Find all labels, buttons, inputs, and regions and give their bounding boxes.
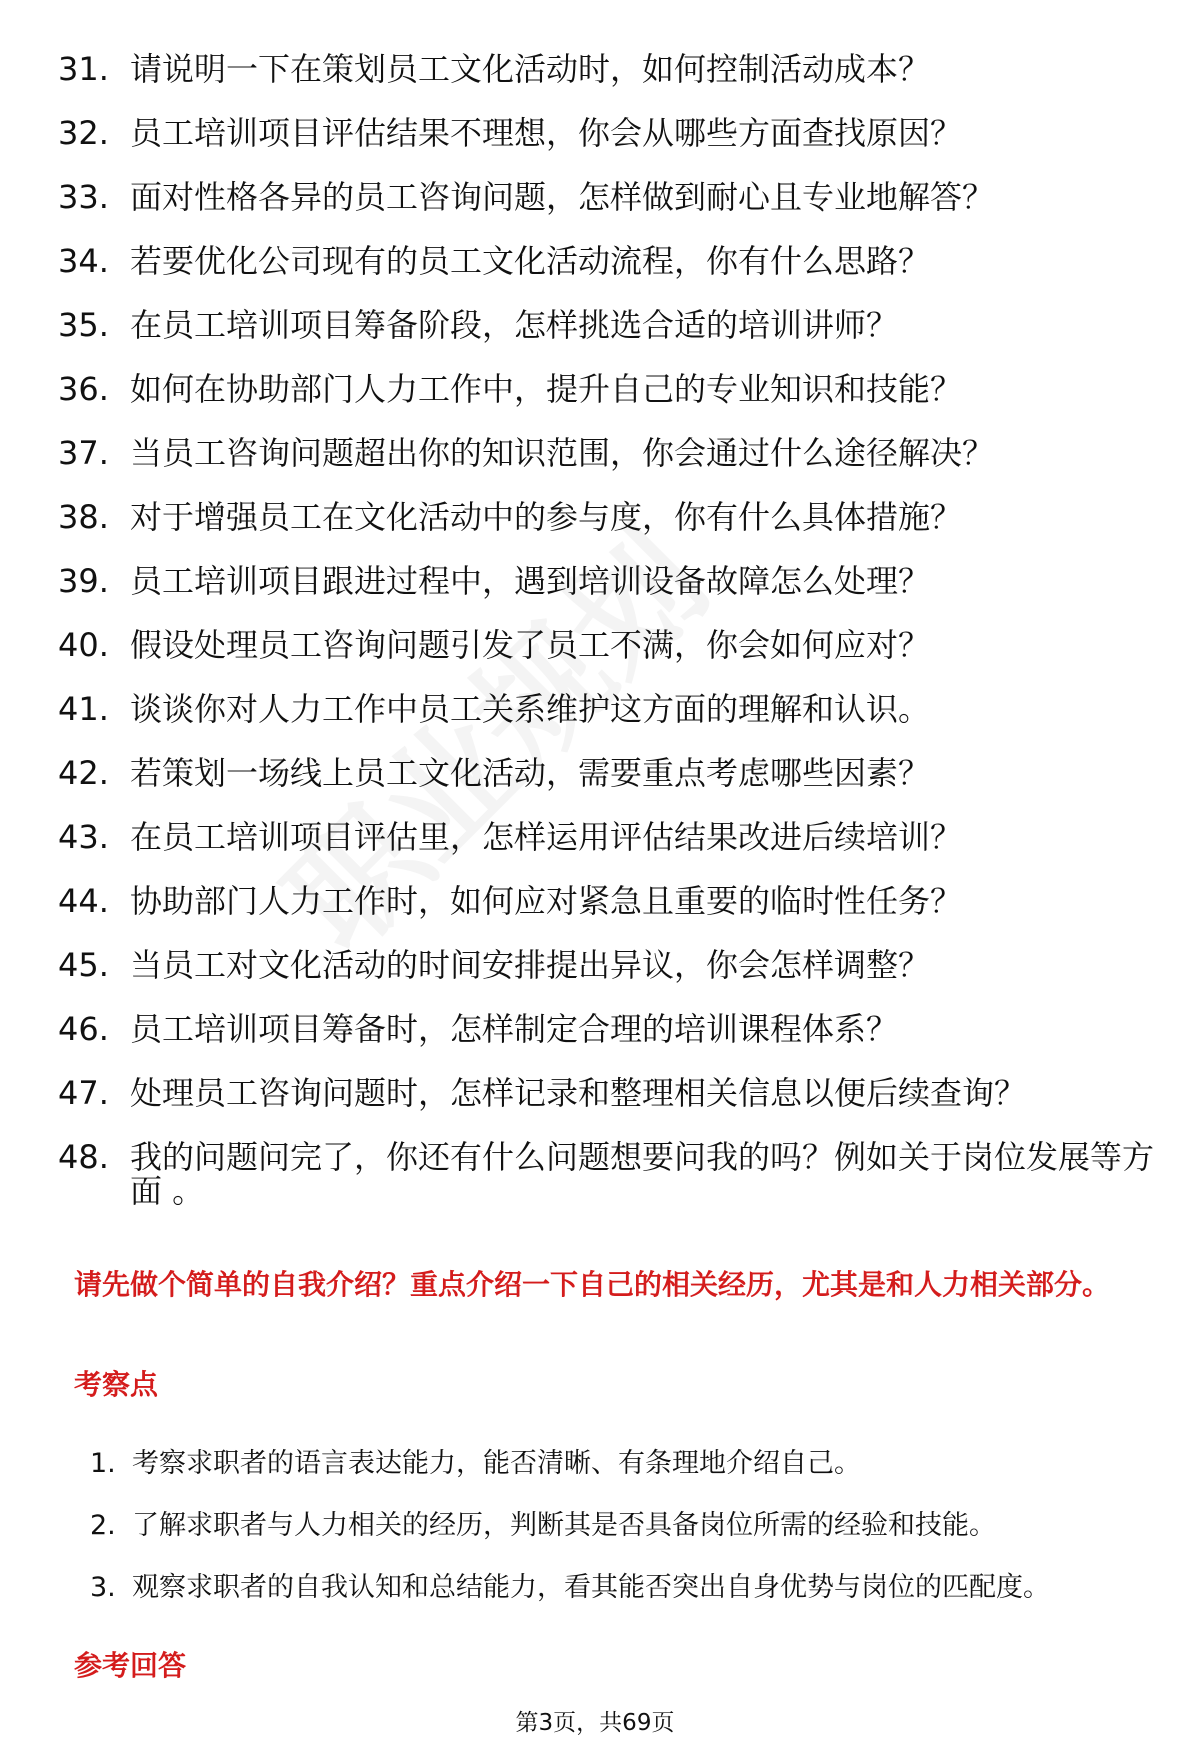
point-item: [90, 1510, 1170, 1542]
point-text: 观察求职者的自我认知和总结能力，看其能否突出自身优势与岗位的匹配度。: [132, 1572, 1050, 1603]
question-item: [58, 628, 1168, 662]
question-text: 当员工咨询问题超出你的知识范围，你会通过什么途径解决？: [130, 434, 995, 472]
question-number: 43.: [58, 818, 109, 856]
question-number: 48.: [58, 1138, 109, 1176]
question-number: 46.: [58, 1010, 109, 1048]
question-text: 假设处理员工咨询问题引发了员工不满，你会如何应对？: [130, 626, 931, 664]
question-text: 协助部门人力工作时，如何应对紧急且重要的临时性任务？: [130, 882, 963, 920]
question-number: 33.: [58, 178, 109, 216]
question-number: 37.: [58, 434, 109, 472]
question-list: [58, 52, 1168, 1208]
answer-heading: 参考回答: [74, 1649, 187, 1682]
question-item: [58, 756, 1168, 790]
question-item: [58, 948, 1168, 982]
question-item: [58, 436, 1168, 470]
question-item: [58, 1140, 1168, 1208]
point-text: 了解求职者与人力相关的经历，判断其是否具备岗位所需的经验和技能。: [132, 1510, 996, 1541]
question-item: [58, 884, 1168, 918]
question-number: 32.: [58, 114, 109, 152]
question-text: 若要优化公司现有的员工文化活动流程，你有什么思路？: [130, 242, 931, 280]
question-item: [58, 372, 1168, 406]
question-item: [58, 1076, 1168, 1110]
question-item: [58, 244, 1168, 278]
question-text: 处理员工咨询问题时，怎样记录和整理相关信息以便后续查询？: [130, 1074, 1027, 1112]
question-text: 请说明一下在策划员工文化活动时，如何控制活动成本？: [130, 50, 931, 88]
question-number: 45.: [58, 946, 109, 984]
question-number: 34.: [58, 242, 109, 280]
question-number: 47.: [58, 1074, 109, 1112]
question-number: 39.: [58, 562, 109, 600]
question-number: 38.: [58, 498, 109, 536]
point-item: [90, 1572, 1170, 1604]
question-number: 41.: [58, 690, 109, 728]
question-number: 36.: [58, 370, 109, 408]
question-text: 员工培训项目评估结果不理想，你会从哪些方面查找原因？: [130, 114, 963, 152]
question-text: 员工培训项目筹备时，怎样制定合理的培训课程体系？: [130, 1010, 899, 1048]
points-list: [90, 1448, 1170, 1634]
question-number: 35.: [58, 306, 109, 344]
question-item: [58, 564, 1168, 598]
question-text: 员工培训项目跟进过程中，遇到培训设备故障怎么处理？: [130, 562, 931, 600]
question-item: [58, 180, 1168, 214]
question-number: 40.: [58, 626, 109, 664]
question-number: 44.: [58, 882, 109, 920]
question-number: 42.: [58, 754, 109, 792]
question-item: [58, 116, 1168, 150]
question-text: 当员工对文化活动的时间安排提出异议，你会怎样调整？: [130, 946, 931, 984]
question-text: 面对性格各异的员工咨询问题，怎样做到耐心且专业地解答？: [130, 178, 995, 216]
point-number: 1.: [90, 1448, 116, 1479]
point-text: 考察求职者的语言表达能力，能否清晰、有条理地介绍自己。: [132, 1448, 861, 1479]
point-item: [90, 1448, 1170, 1480]
question-item: [58, 820, 1168, 854]
question-item: [58, 308, 1168, 342]
points-heading: 考察点: [74, 1368, 159, 1401]
section-title: 请先做个简单的自我介绍？重点介绍一下自己的相关经历，尤其是和人力相关部分。: [74, 1268, 1111, 1301]
question-item: [58, 1012, 1168, 1046]
question-text: 我的问题问完了，你还有什么问题想要问我的吗？例如关于岗位发展等方面 。: [130, 1138, 1155, 1210]
question-item: [58, 500, 1168, 534]
question-text: 若策划一场线上员工文化活动，需要重点考虑哪些因素？: [130, 754, 931, 792]
page-footer: 第3页，共69页: [515, 1710, 675, 1736]
question-text: 在员工培训项目评估里，怎样运用评估结果改进后续培训？: [130, 818, 963, 856]
point-number: 2.: [90, 1510, 116, 1541]
question-item: [58, 52, 1168, 86]
question-text: 谈谈你对人力工作中员工关系维护这方面的理解和认识。: [130, 690, 931, 728]
question-text: 如何在协助部门人力工作中，提升自己的专业知识和技能？: [130, 370, 963, 408]
question-item: [58, 692, 1168, 726]
point-number: 3.: [90, 1572, 116, 1603]
question-number: 31.: [58, 50, 109, 88]
question-text: 对于增强员工在文化活动中的参与度，你有什么具体措施？: [130, 498, 963, 536]
question-text: 在员工培训项目筹备阶段，怎样挑选合适的培训讲师？: [130, 306, 899, 344]
